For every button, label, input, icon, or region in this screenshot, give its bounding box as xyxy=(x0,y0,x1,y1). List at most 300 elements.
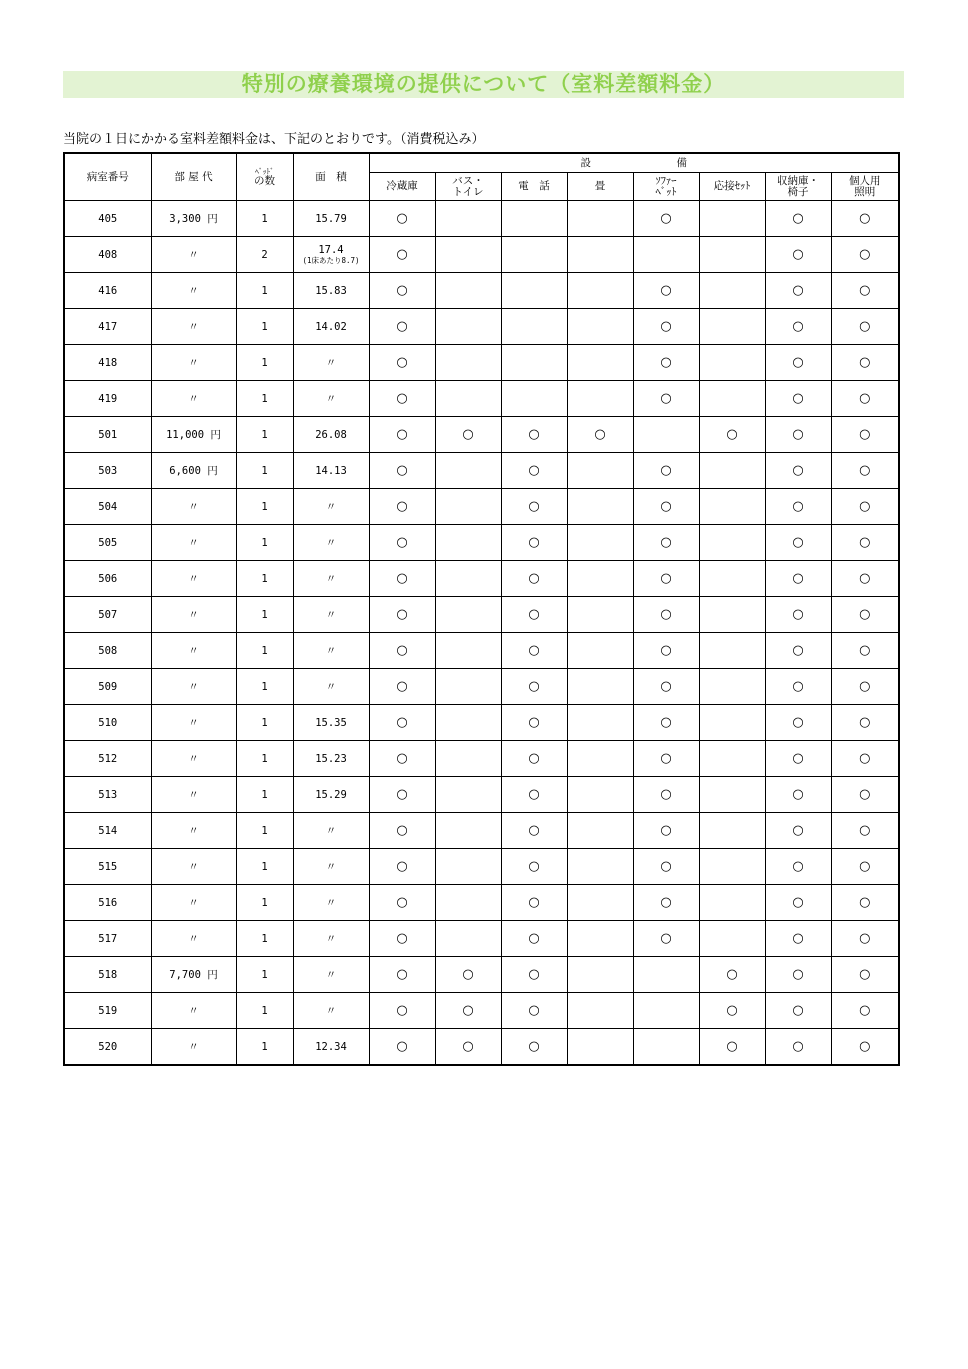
cell-room-number: 416 xyxy=(64,273,151,309)
cell-equipment xyxy=(435,633,501,669)
cell-equipment xyxy=(699,777,765,813)
cell-equipment xyxy=(567,741,633,777)
cell-equipment xyxy=(831,237,899,273)
equipment-available-mark: ○ xyxy=(859,967,871,982)
cell-equipment xyxy=(501,777,567,813)
cell-area xyxy=(293,957,369,993)
cell-equipment xyxy=(699,489,765,525)
cell-equipment xyxy=(369,201,435,237)
cell-equipment xyxy=(435,957,501,993)
cell-equipment xyxy=(369,237,435,273)
cell-area-value: 〃 xyxy=(325,537,337,549)
equipment-available-mark: ○ xyxy=(396,895,408,910)
equipment-available-mark: ○ xyxy=(528,751,540,766)
header-equipment-col xyxy=(633,173,699,201)
cell-area xyxy=(293,633,369,669)
cell-equipment xyxy=(501,669,567,705)
cell-area-value: 15.23 xyxy=(315,752,347,765)
intro-text: 当院の１日にかかる室料差額料金は、下記のとおりです。（消費税込み） xyxy=(63,132,485,147)
cell-equipment xyxy=(633,309,699,345)
cell-room-number: 517 xyxy=(64,921,151,957)
cell-equipment xyxy=(435,1029,501,1066)
cell-equipment xyxy=(765,633,831,669)
equipment-available-mark: ○ xyxy=(396,931,408,946)
equipment-available-mark: ○ xyxy=(660,607,672,622)
cell-area-note: (1床あたり8.7) xyxy=(302,256,360,265)
cell-equipment xyxy=(699,597,765,633)
cell-equipment xyxy=(567,993,633,1029)
equipment-available-mark: ○ xyxy=(462,967,474,982)
equipment-available-mark: ○ xyxy=(396,211,408,226)
cell-equipment xyxy=(699,849,765,885)
equipment-available-mark: ○ xyxy=(726,1003,738,1018)
cell-room-number: 518 xyxy=(64,957,151,993)
cell-equipment xyxy=(501,993,567,1029)
header-equipment-col xyxy=(765,173,831,201)
cell-equipment xyxy=(501,273,567,309)
cell-equipment xyxy=(633,597,699,633)
cell-equipment xyxy=(831,849,899,885)
cell-equipment xyxy=(633,957,699,993)
cell-equipment xyxy=(633,273,699,309)
equipment-available-mark: ○ xyxy=(660,463,672,478)
cell-bed-count: 1 xyxy=(236,561,293,597)
header-equipment-col-top: 電 話 xyxy=(518,180,550,192)
cell-area xyxy=(293,381,369,417)
equipment-available-mark: ○ xyxy=(792,283,804,298)
cell-equipment xyxy=(633,381,699,417)
cell-equipment xyxy=(699,417,765,453)
cell-bed-count: 1 xyxy=(236,849,293,885)
equipment-available-mark: ○ xyxy=(792,751,804,766)
cell-equipment xyxy=(831,273,899,309)
cell-equipment xyxy=(633,561,699,597)
cell-bed-count: 1 xyxy=(236,777,293,813)
cell-equipment xyxy=(369,417,435,453)
cell-area xyxy=(293,921,369,957)
header-equipment-col xyxy=(567,173,633,201)
cell-room-charge: 3,300 円 xyxy=(151,201,236,237)
cell-equipment xyxy=(765,885,831,921)
cell-area-value: 〃 xyxy=(325,861,337,873)
cell-area-value: 〃 xyxy=(325,1005,337,1017)
equipment-available-mark: ○ xyxy=(859,931,871,946)
cell-equipment xyxy=(831,993,899,1029)
equipment-available-mark: ○ xyxy=(859,751,871,766)
equipment-available-mark: ○ xyxy=(396,715,408,730)
cell-area-value: 17.4 xyxy=(318,244,344,256)
cell-bed-count: 1 xyxy=(236,309,293,345)
cell-area-value: 〃 xyxy=(325,897,337,909)
equipment-available-mark: ○ xyxy=(726,427,738,442)
equipment-available-mark: ○ xyxy=(660,715,672,730)
header-equipment-col-top: 冷蔵庫 xyxy=(386,180,418,192)
cell-equipment xyxy=(699,957,765,993)
cell-equipment xyxy=(369,669,435,705)
cell-equipment xyxy=(633,489,699,525)
cell-equipment xyxy=(501,561,567,597)
cell-equipment xyxy=(633,993,699,1029)
cell-equipment xyxy=(699,237,765,273)
cell-room-number: 418 xyxy=(64,345,151,381)
header-equipment-col-top: 応接ｾｯﾄ xyxy=(713,180,751,192)
equipment-available-mark: ○ xyxy=(660,319,672,334)
equipment-available-mark: ○ xyxy=(792,823,804,838)
cell-equipment xyxy=(501,345,567,381)
cell-equipment xyxy=(765,381,831,417)
table-row xyxy=(64,561,899,597)
cell-equipment xyxy=(501,237,567,273)
equipment-available-mark: ○ xyxy=(792,571,804,586)
equipment-available-mark: ○ xyxy=(859,859,871,874)
cell-equipment xyxy=(501,525,567,561)
table-row xyxy=(64,201,899,237)
cell-equipment xyxy=(765,417,831,453)
cell-equipment xyxy=(435,417,501,453)
cell-equipment xyxy=(369,1029,435,1066)
cell-equipment xyxy=(567,237,633,273)
cell-equipment xyxy=(765,705,831,741)
cell-bed-count: 1 xyxy=(236,273,293,309)
cell-equipment xyxy=(633,345,699,381)
cell-equipment xyxy=(369,813,435,849)
cell-room-charge: 6,600 円 xyxy=(151,453,236,489)
table-row xyxy=(64,849,899,885)
cell-equipment xyxy=(435,381,501,417)
cell-bed-count: 2 xyxy=(236,237,293,273)
cell-bed-count: 1 xyxy=(236,525,293,561)
cell-room-charge: 〃 xyxy=(151,525,236,561)
equipment-available-mark: ○ xyxy=(528,499,540,514)
equipment-available-mark: ○ xyxy=(792,463,804,478)
cell-equipment xyxy=(567,309,633,345)
cell-equipment xyxy=(369,849,435,885)
cell-room-charge: 〃 xyxy=(151,489,236,525)
equipment-available-mark: ○ xyxy=(462,427,474,442)
cell-equipment xyxy=(831,381,899,417)
cell-equipment xyxy=(435,237,501,273)
cell-equipment xyxy=(567,813,633,849)
cell-equipment xyxy=(369,921,435,957)
cell-equipment xyxy=(699,345,765,381)
cell-area xyxy=(293,849,369,885)
cell-equipment xyxy=(435,597,501,633)
cell-area xyxy=(293,669,369,705)
cell-equipment xyxy=(699,201,765,237)
cell-equipment xyxy=(369,885,435,921)
cell-room-number: 509 xyxy=(64,669,151,705)
cell-room-charge: 〃 xyxy=(151,633,236,669)
equipment-available-mark: ○ xyxy=(528,1003,540,1018)
cell-equipment xyxy=(831,201,899,237)
cell-equipment xyxy=(501,381,567,417)
cell-equipment xyxy=(369,597,435,633)
cell-equipment xyxy=(567,669,633,705)
cell-area-value: 14.13 xyxy=(315,464,347,477)
equipment-available-mark: ○ xyxy=(660,211,672,226)
equipment-available-mark: ○ xyxy=(792,607,804,622)
equipment-available-mark: ○ xyxy=(792,679,804,694)
cell-equipment xyxy=(369,381,435,417)
equipment-available-mark: ○ xyxy=(859,607,871,622)
equipment-available-mark: ○ xyxy=(396,607,408,622)
equipment-available-mark: ○ xyxy=(660,679,672,694)
cell-equipment xyxy=(765,849,831,885)
cell-equipment xyxy=(435,525,501,561)
equipment-available-mark: ○ xyxy=(792,787,804,802)
header-equipment-right: 備 xyxy=(676,156,687,169)
cell-room-charge: 〃 xyxy=(151,993,236,1029)
cell-room-number: 408 xyxy=(64,237,151,273)
cell-bed-count: 1 xyxy=(236,921,293,957)
cell-area xyxy=(293,417,369,453)
cell-equipment xyxy=(699,741,765,777)
table-row xyxy=(64,525,899,561)
cell-equipment xyxy=(831,669,899,705)
equipment-available-mark: ○ xyxy=(792,1003,804,1018)
cell-equipment xyxy=(633,705,699,741)
cell-equipment xyxy=(567,381,633,417)
cell-equipment xyxy=(369,777,435,813)
equipment-available-mark: ○ xyxy=(528,715,540,730)
cell-room-number: 513 xyxy=(64,777,151,813)
cell-room-charge: 〃 xyxy=(151,561,236,597)
cell-equipment xyxy=(765,273,831,309)
header-equipment-col-top: ｿﾌｧｰ xyxy=(655,174,677,187)
equipment-available-mark: ○ xyxy=(859,319,871,334)
cell-equipment xyxy=(567,705,633,741)
cell-equipment xyxy=(831,705,899,741)
equipment-available-mark: ○ xyxy=(660,931,672,946)
cell-equipment xyxy=(567,273,633,309)
cell-area xyxy=(293,345,369,381)
header-equipment-col-bottom: ﾍﾞｯﾄ xyxy=(655,185,677,198)
equipment-available-mark: ○ xyxy=(660,535,672,550)
cell-equipment xyxy=(633,201,699,237)
header-equipment-col-bottom: トイレ xyxy=(452,185,484,198)
equipment-available-mark: ○ xyxy=(859,1003,871,1018)
cell-equipment xyxy=(501,597,567,633)
equipment-available-mark: ○ xyxy=(528,787,540,802)
cell-room-charge: 〃 xyxy=(151,273,236,309)
equipment-available-mark: ○ xyxy=(660,499,672,514)
cell-area xyxy=(293,561,369,597)
cell-room-number: 503 xyxy=(64,453,151,489)
cell-equipment xyxy=(765,597,831,633)
cell-equipment xyxy=(369,633,435,669)
header-equipment-col xyxy=(831,173,899,201)
equipment-available-mark: ○ xyxy=(396,967,408,982)
equipment-available-mark: ○ xyxy=(792,1039,804,1054)
cell-room-charge: 11,000 円 xyxy=(151,417,236,453)
equipment-available-mark: ○ xyxy=(859,895,871,910)
cell-equipment xyxy=(369,993,435,1029)
equipment-available-mark: ○ xyxy=(859,715,871,730)
cell-equipment xyxy=(699,561,765,597)
cell-room-number: 515 xyxy=(64,849,151,885)
cell-equipment xyxy=(567,597,633,633)
cell-bed-count: 1 xyxy=(236,993,293,1029)
cell-room-charge: 〃 xyxy=(151,849,236,885)
equipment-available-mark: ○ xyxy=(660,859,672,874)
cell-equipment xyxy=(501,1029,567,1066)
cell-room-charge: 〃 xyxy=(151,885,236,921)
header-equipment-col-top: 個人用 xyxy=(849,174,881,187)
equipment-available-mark: ○ xyxy=(660,895,672,910)
equipment-available-mark: ○ xyxy=(660,823,672,838)
cell-equipment xyxy=(765,993,831,1029)
cell-equipment xyxy=(501,705,567,741)
cell-equipment xyxy=(699,381,765,417)
cell-room-number: 512 xyxy=(64,741,151,777)
cell-room-charge: 〃 xyxy=(151,705,236,741)
table-row xyxy=(64,813,899,849)
table-row xyxy=(64,741,899,777)
cell-area-value: 〃 xyxy=(325,681,337,693)
cell-equipment xyxy=(831,921,899,957)
cell-bed-count: 1 xyxy=(236,453,293,489)
cell-room-charge: 〃 xyxy=(151,1029,236,1066)
cell-equipment xyxy=(765,741,831,777)
cell-equipment xyxy=(831,309,899,345)
cell-equipment xyxy=(369,345,435,381)
cell-equipment xyxy=(633,417,699,453)
cell-equipment xyxy=(633,885,699,921)
cell-equipment xyxy=(765,453,831,489)
cell-equipment xyxy=(633,237,699,273)
equipment-available-mark: ○ xyxy=(396,859,408,874)
cell-equipment xyxy=(567,957,633,993)
table-row xyxy=(64,633,899,669)
header-bed-count-top: ﾍﾞｯﾄﾞ xyxy=(255,167,274,176)
cell-area xyxy=(293,885,369,921)
cell-room-charge: 〃 xyxy=(151,381,236,417)
table-row xyxy=(64,417,899,453)
equipment-available-mark: ○ xyxy=(859,211,871,226)
equipment-available-mark: ○ xyxy=(859,247,871,262)
cell-equipment xyxy=(369,705,435,741)
equipment-available-mark: ○ xyxy=(792,535,804,550)
cell-equipment xyxy=(501,309,567,345)
cell-equipment xyxy=(435,561,501,597)
equipment-available-mark: ○ xyxy=(660,283,672,298)
cell-room-charge: 〃 xyxy=(151,813,236,849)
equipment-available-mark: ○ xyxy=(859,787,871,802)
cell-equipment xyxy=(699,633,765,669)
cell-equipment xyxy=(567,201,633,237)
cell-equipment xyxy=(765,345,831,381)
cell-equipment xyxy=(567,885,633,921)
equipment-available-mark: ○ xyxy=(528,823,540,838)
cell-room-charge: 〃 xyxy=(151,741,236,777)
cell-equipment xyxy=(831,489,899,525)
cell-equipment xyxy=(567,561,633,597)
table-row xyxy=(64,237,899,273)
table-row xyxy=(64,381,899,417)
equipment-available-mark: ○ xyxy=(528,463,540,478)
cell-equipment xyxy=(369,489,435,525)
cell-area xyxy=(293,525,369,561)
cell-room-charge: 〃 xyxy=(151,777,236,813)
equipment-available-mark: ○ xyxy=(792,247,804,262)
cell-bed-count: 1 xyxy=(236,345,293,381)
equipment-available-mark: ○ xyxy=(859,571,871,586)
cell-equipment xyxy=(567,489,633,525)
table-row xyxy=(64,705,899,741)
equipment-available-mark: ○ xyxy=(859,499,871,514)
cell-equipment xyxy=(765,921,831,957)
cell-room-number: 514 xyxy=(64,813,151,849)
cell-equipment xyxy=(831,525,899,561)
cell-equipment xyxy=(765,813,831,849)
equipment-available-mark: ○ xyxy=(528,427,540,442)
equipment-available-mark: ○ xyxy=(859,391,871,406)
header-equipment-col xyxy=(435,173,501,201)
cell-room-number: 519 xyxy=(64,993,151,1029)
cell-equipment xyxy=(699,453,765,489)
cell-equipment xyxy=(831,741,899,777)
equipment-available-mark: ○ xyxy=(859,427,871,442)
cell-room-charge: 〃 xyxy=(151,921,236,957)
cell-equipment xyxy=(699,921,765,957)
equipment-available-mark: ○ xyxy=(528,535,540,550)
cell-area-value: 14.02 xyxy=(315,320,347,333)
cell-equipment xyxy=(501,813,567,849)
equipment-available-mark: ○ xyxy=(792,211,804,226)
cell-room-charge: 〃 xyxy=(151,309,236,345)
cell-equipment xyxy=(831,633,899,669)
cell-equipment xyxy=(765,561,831,597)
equipment-available-mark: ○ xyxy=(396,535,408,550)
cell-area xyxy=(293,237,369,273)
table-row xyxy=(64,345,899,381)
cell-equipment xyxy=(435,489,501,525)
cell-equipment xyxy=(369,561,435,597)
equipment-available-mark: ○ xyxy=(528,859,540,874)
equipment-available-mark: ○ xyxy=(792,319,804,334)
cell-equipment xyxy=(765,525,831,561)
cell-room-number: 501 xyxy=(64,417,151,453)
cell-equipment xyxy=(765,777,831,813)
cell-area-value: 〃 xyxy=(325,969,337,981)
cell-equipment xyxy=(501,417,567,453)
cell-equipment xyxy=(633,777,699,813)
equipment-available-mark: ○ xyxy=(726,967,738,982)
equipment-available-mark: ○ xyxy=(396,571,408,586)
table-row xyxy=(64,669,899,705)
cell-equipment xyxy=(765,309,831,345)
equipment-available-mark: ○ xyxy=(792,499,804,514)
cell-bed-count: 1 xyxy=(236,669,293,705)
equipment-available-mark: ○ xyxy=(660,355,672,370)
cell-equipment xyxy=(369,273,435,309)
cell-room-number: 505 xyxy=(64,525,151,561)
cell-equipment xyxy=(633,813,699,849)
cell-equipment xyxy=(369,525,435,561)
cell-equipment xyxy=(369,453,435,489)
cell-area-value: 〃 xyxy=(325,573,337,585)
cell-equipment xyxy=(435,201,501,237)
equipment-available-mark: ○ xyxy=(396,751,408,766)
cell-equipment xyxy=(567,345,633,381)
cell-equipment xyxy=(765,957,831,993)
cell-equipment xyxy=(567,525,633,561)
equipment-available-mark: ○ xyxy=(660,643,672,658)
cell-area-value: 〃 xyxy=(325,357,337,369)
cell-area-value: 〃 xyxy=(325,609,337,621)
cell-area xyxy=(293,705,369,741)
cell-room-number: 520 xyxy=(64,1029,151,1066)
